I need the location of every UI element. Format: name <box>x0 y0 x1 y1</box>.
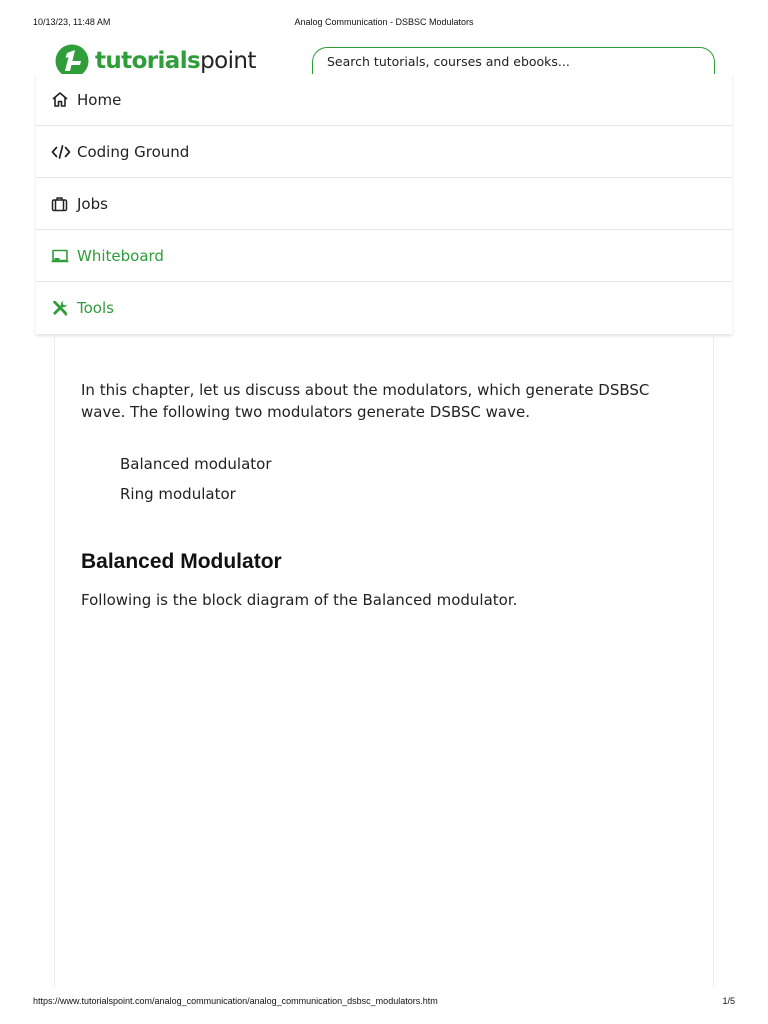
menu-item-label: Jobs <box>77 194 108 213</box>
menu-item-whiteboard[interactable] <box>36 230 732 282</box>
menu-item-label: Whiteboard <box>77 246 164 265</box>
print-document-title: Analog Communication - DSBSC Modulators <box>294 17 474 27</box>
menu-item-label: Home <box>77 90 122 109</box>
menu-item-label: Coding Ground <box>77 142 190 161</box>
tools-icon <box>51 298 71 318</box>
menu-item-label: Tools <box>77 299 114 317</box>
logo-wordmark-part2: point <box>200 48 256 74</box>
list-item: Balanced modulator <box>120 455 272 473</box>
list-item: Ring modulator <box>120 485 236 503</box>
briefcase-icon <box>51 194 71 214</box>
logo-mark-icon <box>53 44 91 78</box>
menu-item-jobs[interactable] <box>36 178 732 230</box>
print-header <box>0 0 768 40</box>
code-icon <box>51 142 71 162</box>
home-icon <box>51 90 71 110</box>
page-number: 1/5 <box>722 996 735 1006</box>
print-footer <box>0 994 768 1010</box>
main-menu <box>36 74 732 334</box>
print-url: https://www.tutorialspoint.com/analog_communication/analog_communication_dsbsc_modulators.htm <box>33 996 438 1006</box>
menu-item-coding-ground[interactable] <box>36 126 732 178</box>
search-input[interactable]: Search tutorials, courses and ebooks... <box>312 47 715 77</box>
menu-item-home[interactable] <box>36 74 732 126</box>
section-heading: Balanced Modulator <box>81 550 282 573</box>
print-datetime: 10/13/23, 11:48 AM <box>33 17 111 27</box>
tutorialspoint-logo[interactable] <box>53 44 256 78</box>
modulator-list <box>120 453 272 513</box>
menu-item-tools[interactable] <box>36 282 732 334</box>
article-intro: In this chapter, let us discuss about the modulators, which generate DSBSC wave. The following two modulators generate DSBSC wave. <box>81 381 650 421</box>
content-frame <box>54 336 714 986</box>
logo-wordmark-part1: tutorials <box>95 48 201 74</box>
section-text: Following is the block diagram of the Balanced modulator. <box>81 591 518 609</box>
logo-wordmark <box>95 44 256 78</box>
whiteboard-icon <box>51 246 71 266</box>
